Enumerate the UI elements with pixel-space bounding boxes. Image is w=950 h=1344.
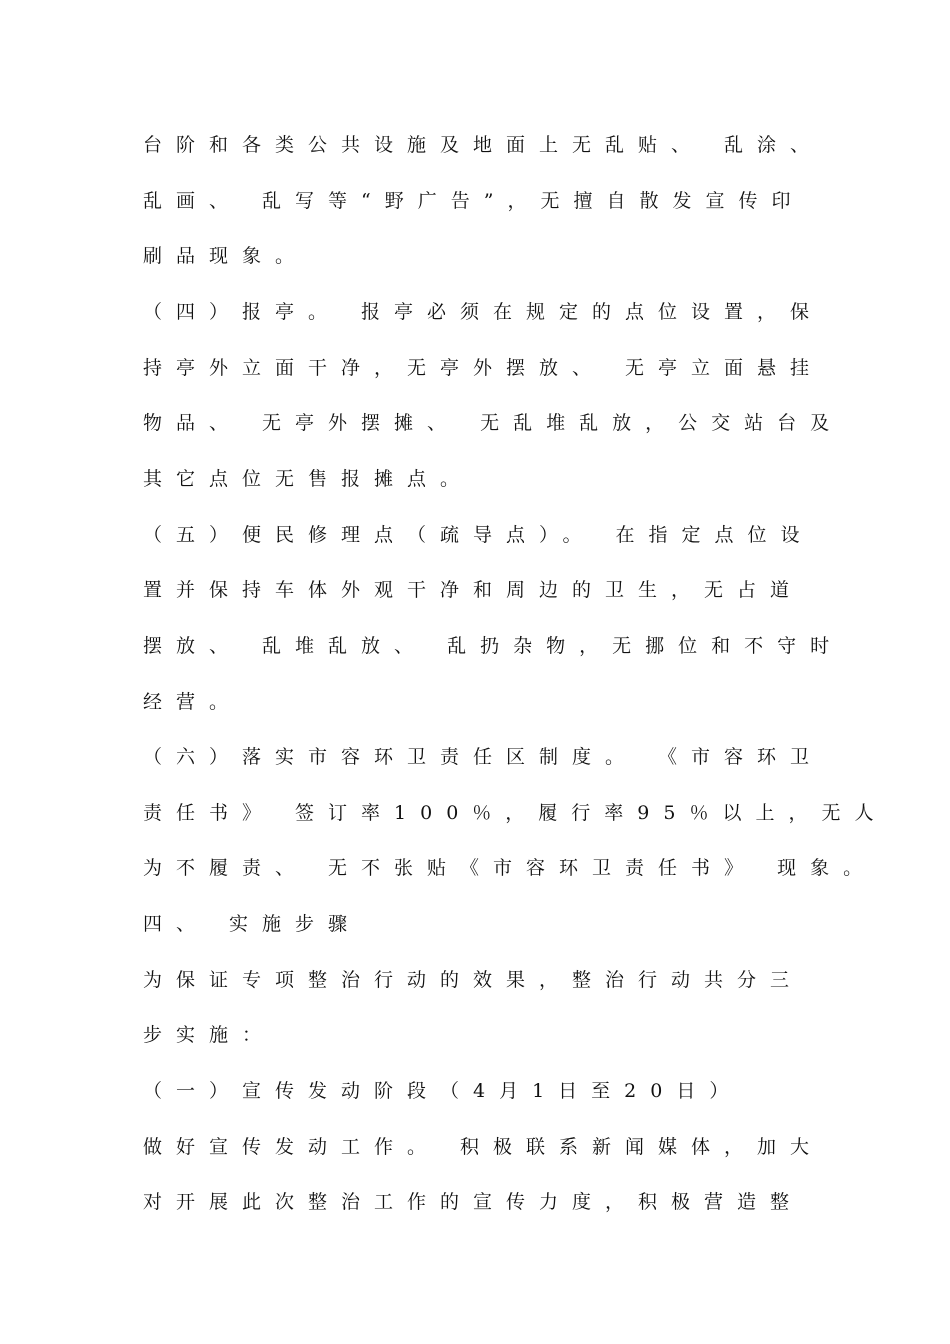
text-line: 置并保持车体外观干净和周边的卫生，无占道	[143, 579, 804, 601]
text-line: 为不履责、 无不张贴《市容环卫责任书》 现象。	[143, 857, 877, 879]
text-line: （五）便民修理点（疏导点）。 在指定点位设	[143, 524, 814, 546]
text-line: 对开展此次整治工作的宣传力度，积极营造整	[143, 1191, 804, 1213]
text-line: 乱画、 乱写等“野广告”，无擅自散发宣传印	[143, 190, 805, 212]
text-line: 持亭外立面干净，无亭外摆放、 无亭立面悬挂	[143, 357, 824, 379]
text-line: 做好宣传发动工作。 积极联系新闻媒体，加大	[143, 1136, 824, 1158]
text-line: （四）报亭。 报亭必须在规定的点位设置，保	[143, 301, 824, 323]
text-line: 摆放、 乱堆乱放、 乱扔杂物，无挪位和不守时	[143, 635, 844, 657]
text-line: 经营。	[143, 691, 243, 713]
text-line: 其它点位无售报摊点。	[143, 468, 474, 490]
text-line: 步实施：	[143, 1024, 276, 1046]
text-line: （六）落实市容环卫责任区制度。 《市容环卫	[143, 746, 824, 768]
text-line: 物品、 无亭外摆摊、 无乱堆乱放，公交站台及	[143, 412, 844, 434]
subsection-heading: （一）宣传发动阶段（4月1日至20日）	[143, 1080, 743, 1102]
text-line: 责任书》 签订率100％，履行率95％以上，无人	[143, 802, 888, 824]
text-line: 刷品现象。	[143, 245, 309, 267]
text-line: 台阶和各类公共设施及地面上无乱贴、 乱涂、	[143, 134, 824, 156]
text-line: 为保证专项整治行动的效果，整治行动共分三	[143, 969, 804, 991]
section-heading: 四、 实施步骤	[143, 913, 362, 935]
